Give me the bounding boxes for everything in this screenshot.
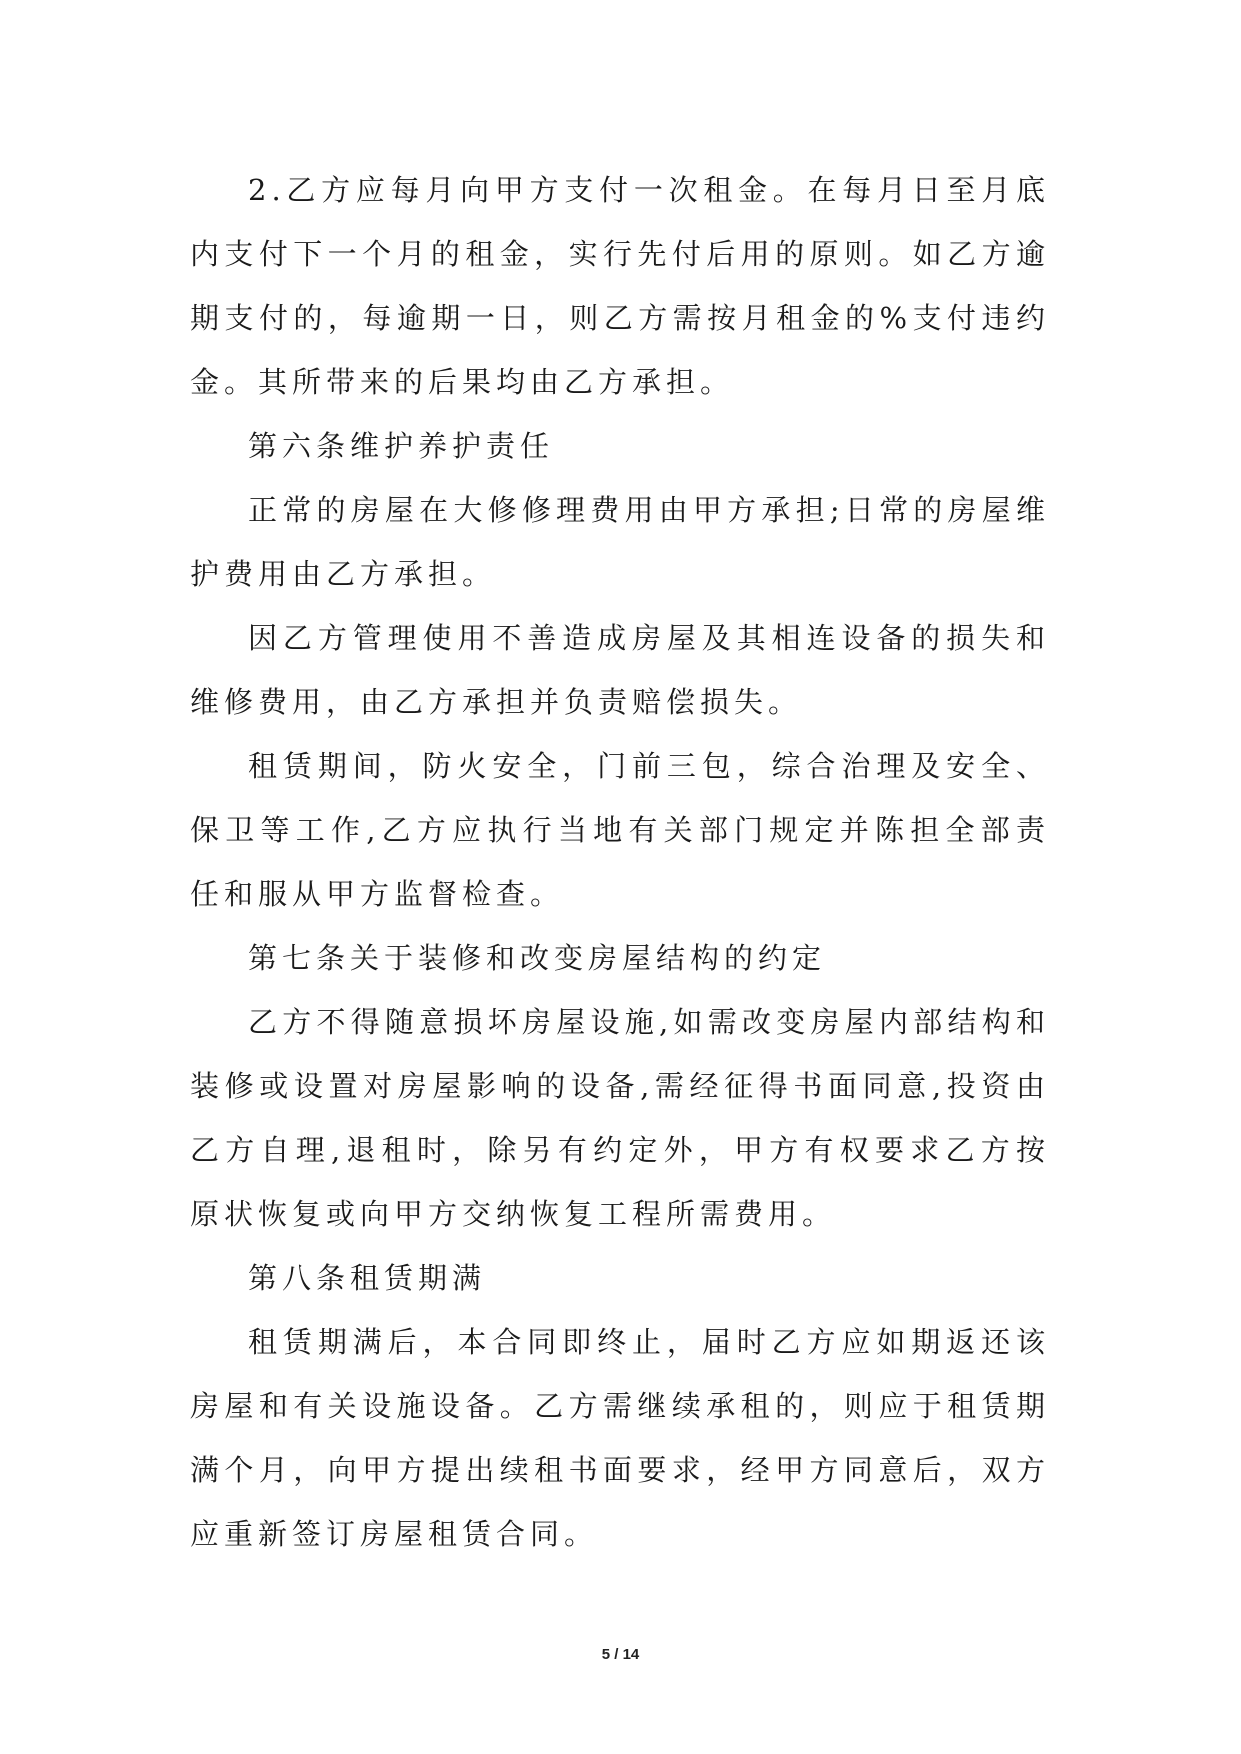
paragraph-rent-payment: 2.乙方应每月向甲方支付一次租金。在每月日至月底内支付下一个月的租金，实行先付后用的原则。如乙方逾期支付的，每逾期一日，则乙方需按月租金的%支付违约金。其所带来的后果均由乙方承担。: [190, 173, 1050, 399]
paragraph-repair-costs: 正常的房屋在大修修理费用由甲方承担;日常的房屋维护费用由乙方承担。: [190, 493, 1050, 591]
paragraph-renovation-rules: 乙方不得随意损坏房屋设施,如需改变房屋内部结构和装修或设置对房屋影响的设备,需经征得书面同意,投资由乙方自理,退租时，除另有约定外，甲方有权要求乙方按原状恢复或向甲方交纳恢复工程所需费用。: [190, 1005, 1050, 1231]
document-body: [190, 158, 1050, 1566]
page-number: 5 / 14: [601, 1646, 640, 1663]
article-6-heading: 第六条维护养护责任: [248, 429, 555, 463]
paragraph-damage-liability: 因乙方管理使用不善造成房屋及其相连设备的损失和维修费用，由乙方承担并负责赔偿损失。: [190, 621, 1050, 719]
paragraph-lease-expiry: 租赁期满后，本合同即终止，届时乙方应如期返还该房屋和有关设施设备。乙方需继续承租的，则应于租赁期满个月，向甲方提出续租书面要求，经甲方同意后，双方应重新签订房屋租赁合同。: [190, 1325, 1050, 1551]
article-7-heading: 第七条关于装修和改变房屋结构的约定: [248, 941, 827, 975]
article-8-heading: 第八条租赁期满: [248, 1261, 487, 1295]
paragraph-safety-duties: 租赁期间，防火安全，门前三包，综合治理及安全、保卫等工作,乙方应执行当地有关部门规定并陈担全部责任和服从甲方监督检查。: [190, 749, 1050, 911]
